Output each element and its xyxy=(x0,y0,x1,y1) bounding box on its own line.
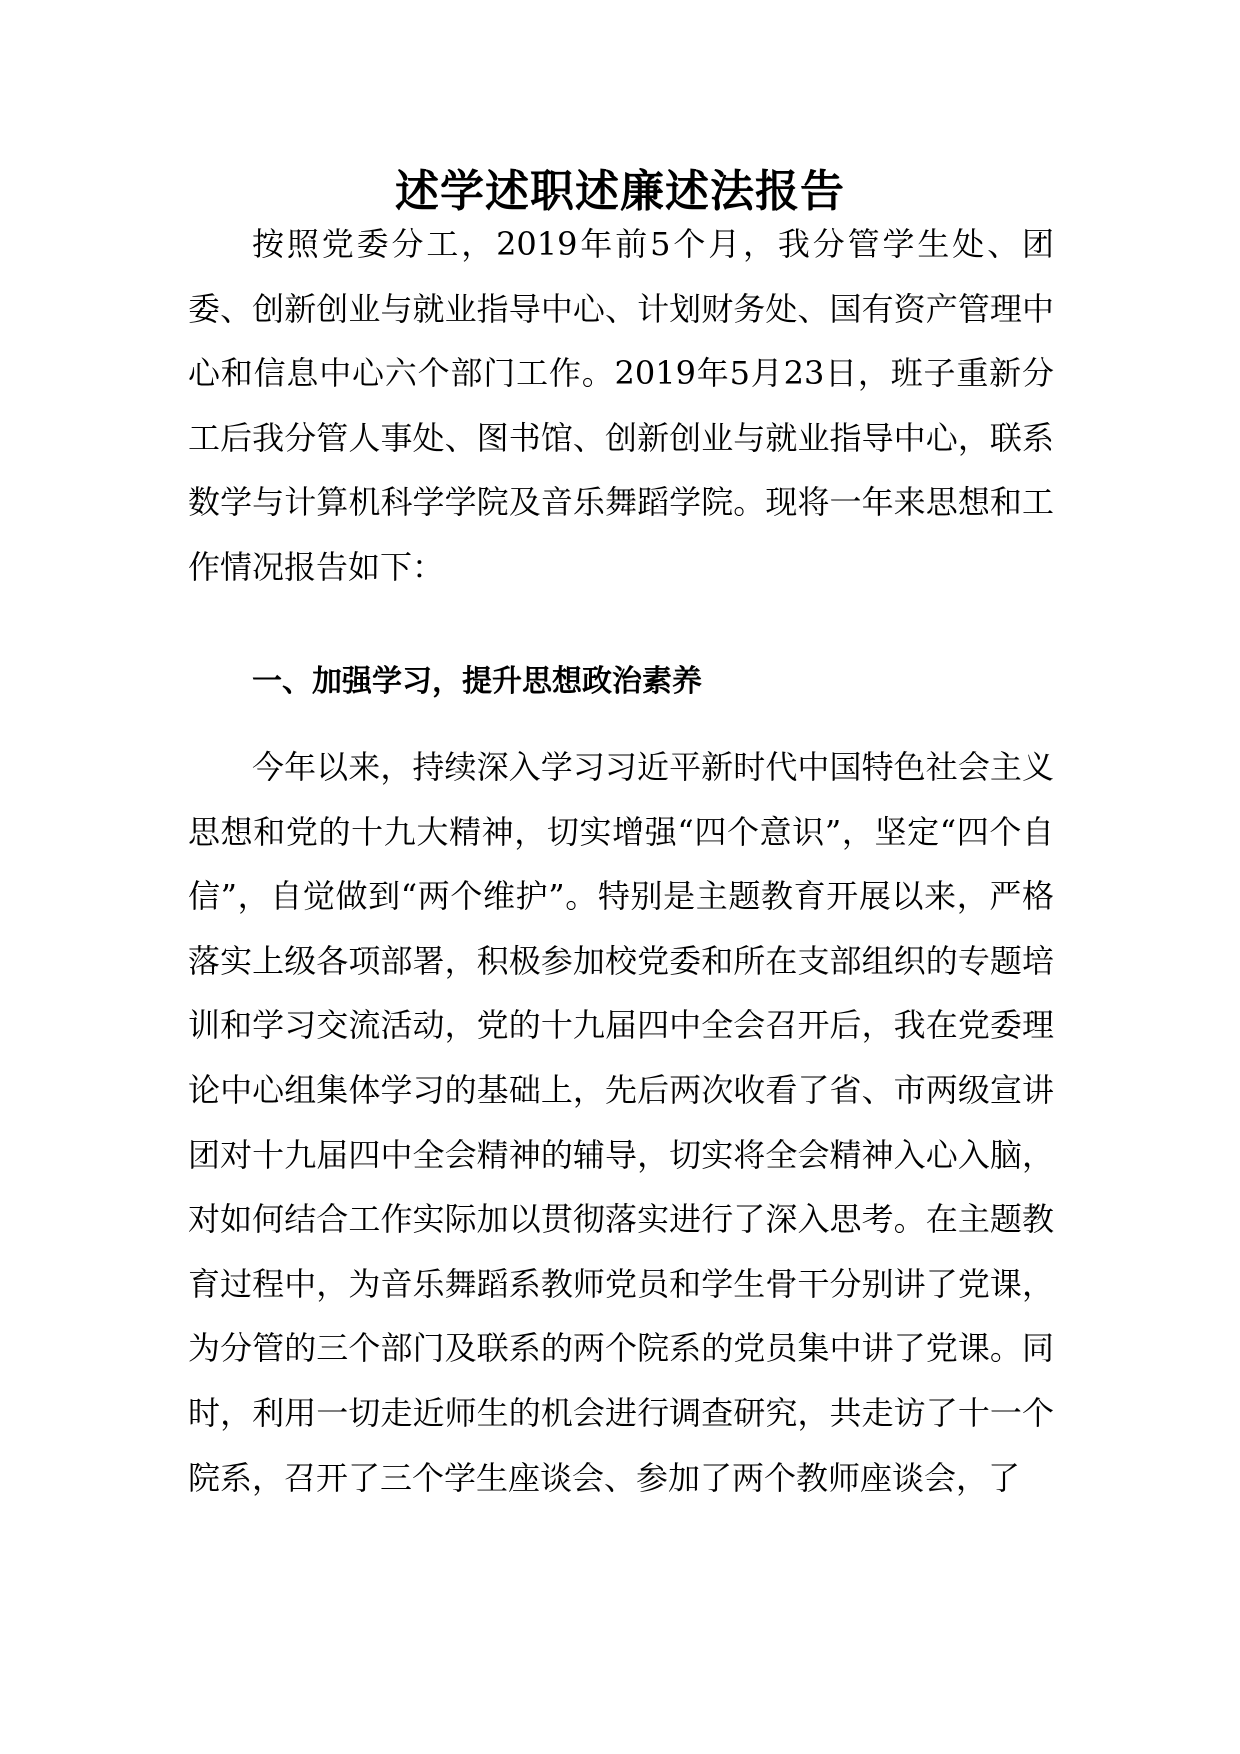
section-heading-1: 一、加强学习，提升思想政治素养 xyxy=(252,664,702,699)
paragraph-intro: 按照党委分工，2019年前5个月，我分管学生处、团委、创新创业与就业指导中心、计划财务处、国有资产管理中心和信息中心六个部门工作。2019年5月23日，班子重新分工后我分管人事处、图书馆、创新创业与就业指导中心，联系数学与计算机科学学院及音乐舞蹈学院。现将一年来思想和工作情况报告如下： xyxy=(188,225,1054,586)
document-title: 述学述职述廉述法报告 xyxy=(395,166,845,217)
paragraph-section-1: 今年以来，持续深入学习习近平新时代中国特色社会主义思想和党的十九大精神，切实增强“四个意识”，坚定“四个自信”，自觉做到“两个维护”。特别是主题教育开展以来，严格落实上级各项部署，积极参加校党委和所在支部组织的专题培训和学习交流活动，党的十九届四中全会召开后，我在党委理论中心组集体学习的基础上，先后两次收看了省、市两级宣讲团对十九届四中全会精神的辅导，切实将全会精神入心入脑，对如何结合工作实际加以贯彻落实进行了深入思考。在主题教育过程中，为音乐舞蹈系教师党员和学生骨干分别讲了党课，为分管的三个部门及联系的两个院系的党员集中讲了党课。同时，利用一切走近师生的机会进行调查研究，共走访了十一个院系，召开了三个学生座谈会、参加了两个教师座谈会，了 xyxy=(188,748,1054,1497)
